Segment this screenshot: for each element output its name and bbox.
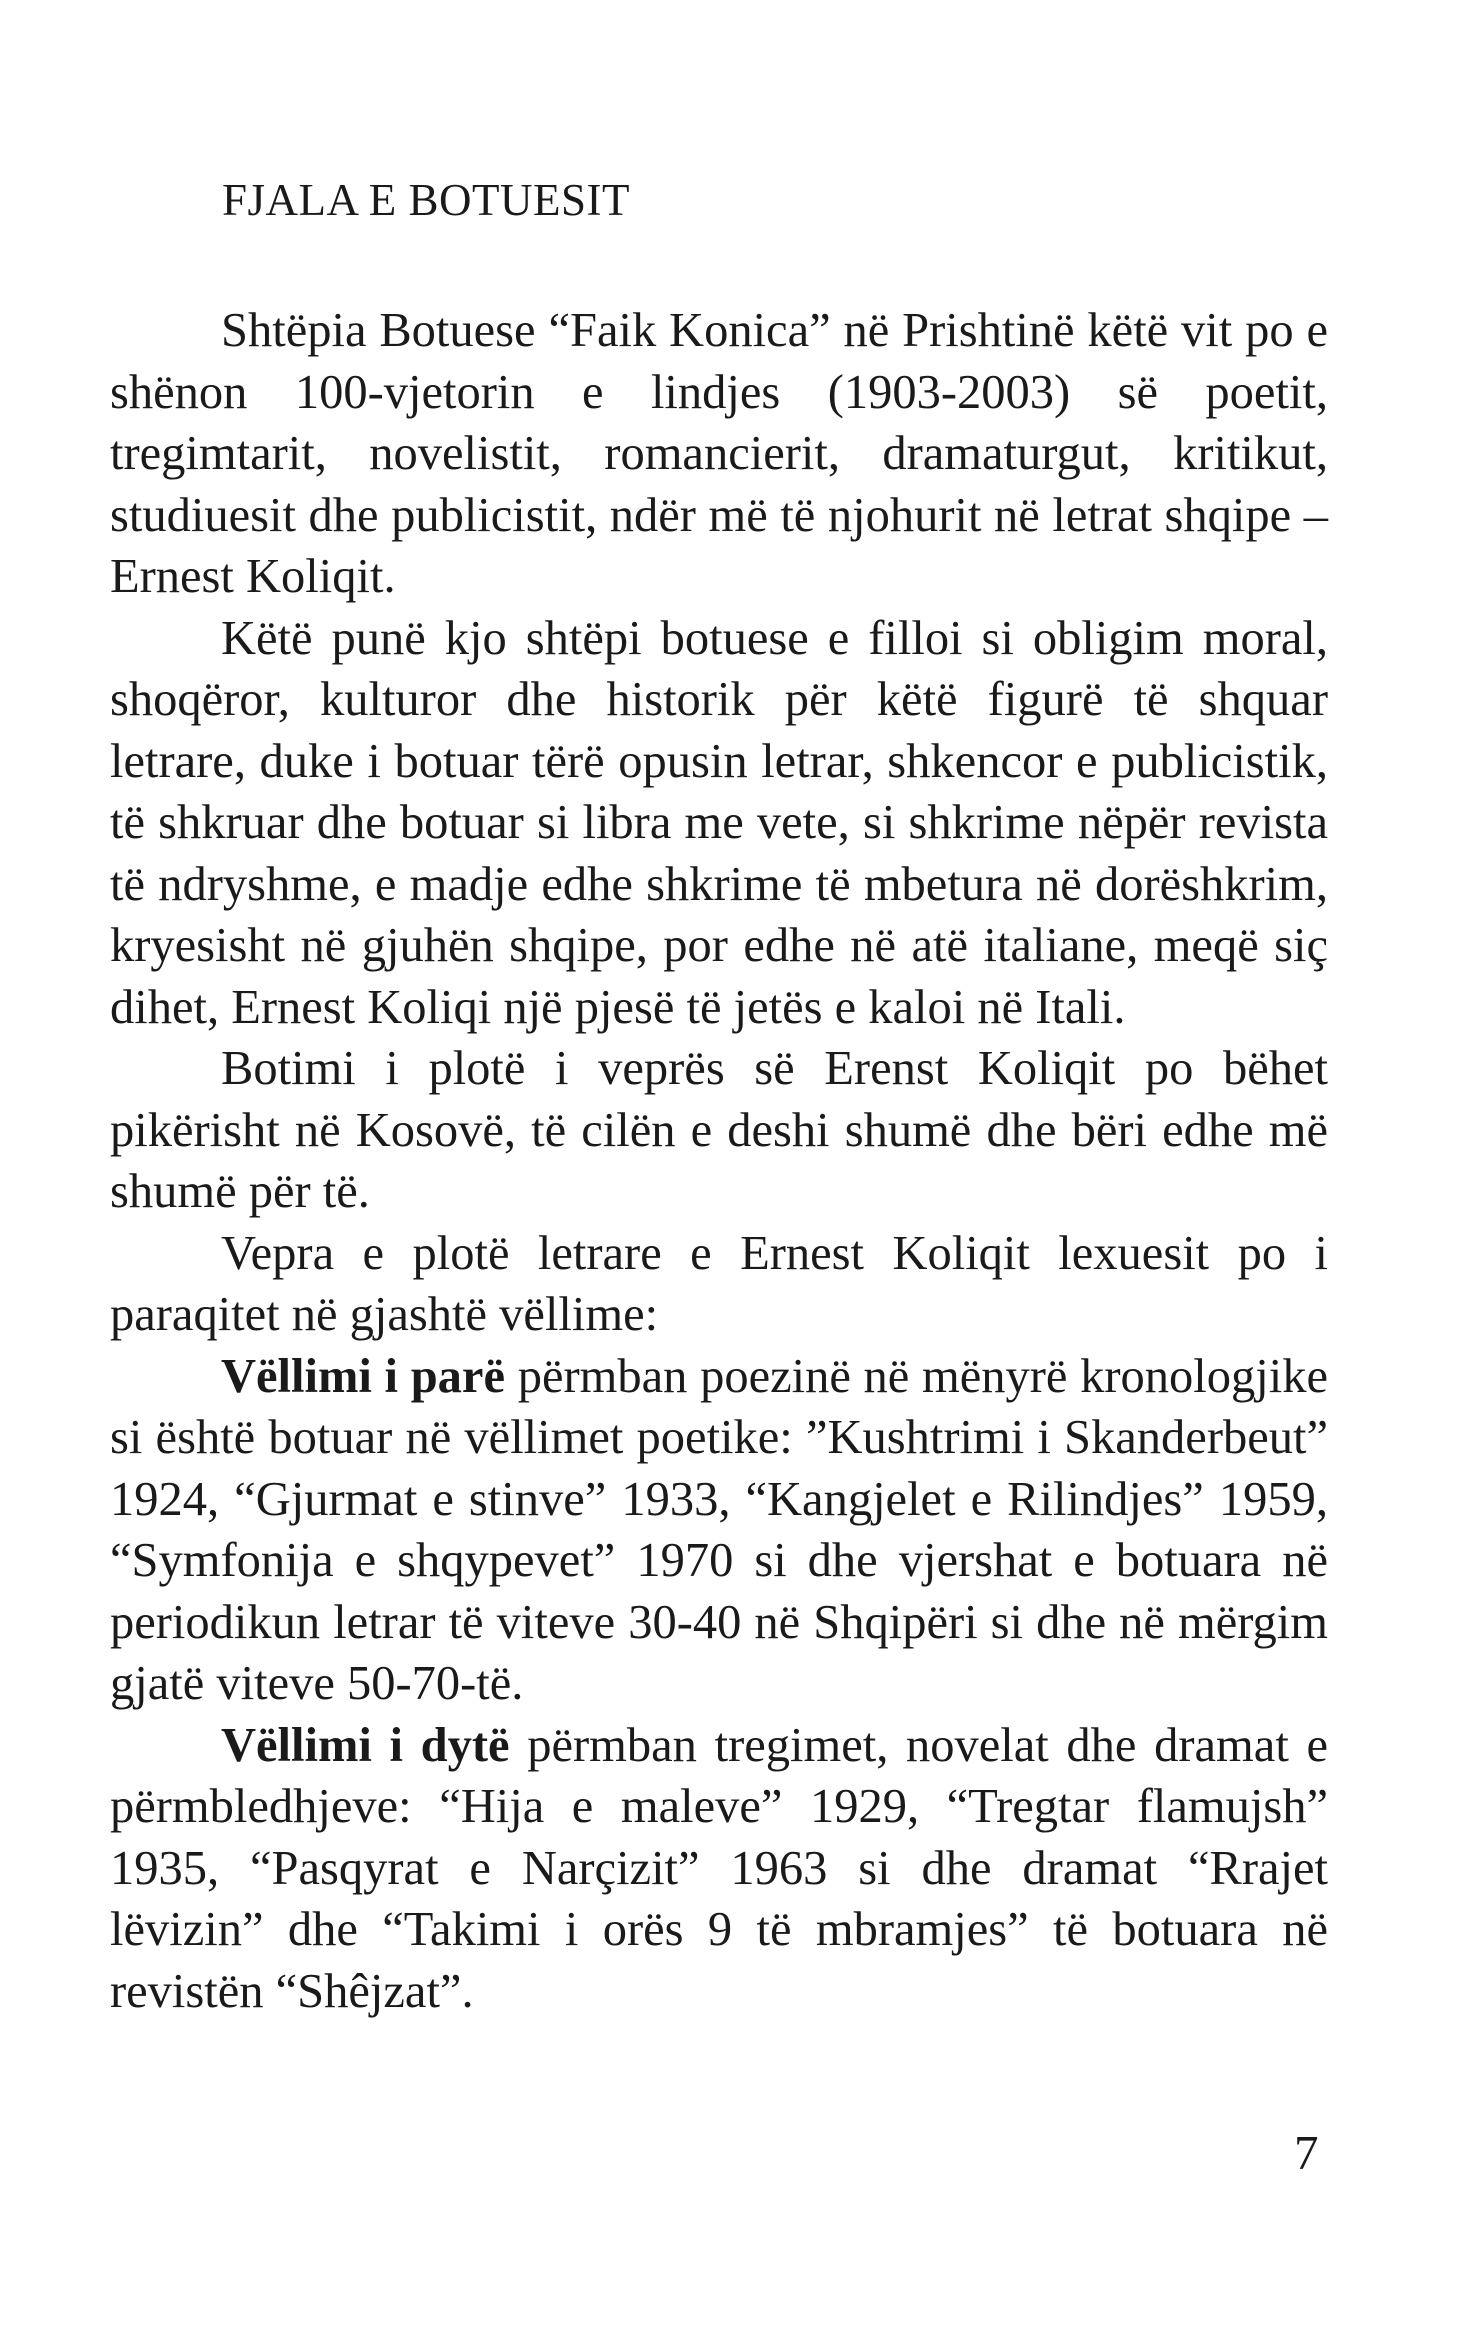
paragraph-volume-two: [110, 1715, 1328, 2023]
volume-one-text: përmban poezinë në mënyrë kronologjike si është botuar në vëllimet poetike: ”Kushtrimi i Skanderbeut” 1924, “Gjurmat e stinve” 1933, “Kangjelet e Rilindjes” 1959, “Symfonija e shqypevet” 1970 si dhe vjershat e botuara në periodikun letrar të viteve 30-40 në Shqipëri si dhe në mërgim gjatë viteve 50-70-të.: [110, 1349, 1329, 1710]
paragraph-volume-one: [110, 1346, 1328, 1715]
volume-two-text: përmban tregimet, novelat dhe dramat e përmbledhjeve: “Hija e maleve” 1929, “Tregtar flamujsh” 1935, “Pasqyrat e Narçizit” 1963 si dhe dramat “Rrajet lëvizin” dhe “Takimi i orës 9 të mbramjes” të botuara në revistën “Shêjzat”.: [110, 1718, 1328, 2018]
volume-one-label: Vëllimi i parë: [221, 1349, 505, 1403]
volume-two-label: Vëllimi i dytë: [221, 1718, 510, 1772]
page-number: 7: [1294, 2125, 1319, 2180]
paragraph-kosovo: Botimi i plotë i veprës së Erenst Koliqit po bëhet pikërisht në Kosovë, të cilën e deshi shumë dhe bëri edhe më shumë për të.: [110, 1042, 1328, 1218]
paragraph-volumes: Vepra e plotë letrare e Ernest Koliqit lexuesit po i paraqitet në gjashtë vëllime:: [110, 1226, 1328, 1341]
page-title: FJALA E BOTUESIT: [222, 175, 631, 225]
paragraph-publisher-mission: Këtë punë kjo shtëpi botuese e filloi si obligim moral, shoqëror, kulturor dhe historik për këtë figurë të shquar letrare, duke i botuar tërë opusin letrar, shkencor e publicistik, të shkruar dhe botuar si libra me vete, si shkrime nëpër revista të ndryshme, e madje edhe shkrime të mbetura në dorëshkrim, kryesisht në gjuhën shqipe, por edhe në atë italiane, meqë siç dihet, Ernest Koliqi një pjesë të jetës e kaloi në Itali.: [110, 611, 1328, 1034]
paragraph-intro: Shtëpia Botuese “Faik Konica” në Prishtinë këtë vit po e shënon 100-vjetorin e lindjes (1903-2003) së poetit, tregimtarit, novelistit, romancierit, dramaturgut, kritikut, studiuesit dhe publicistit, ndër më të njohurit në letrat shqipe – Ernest Koliqit.: [110, 304, 1328, 603]
body-text: [110, 300, 1328, 2022]
